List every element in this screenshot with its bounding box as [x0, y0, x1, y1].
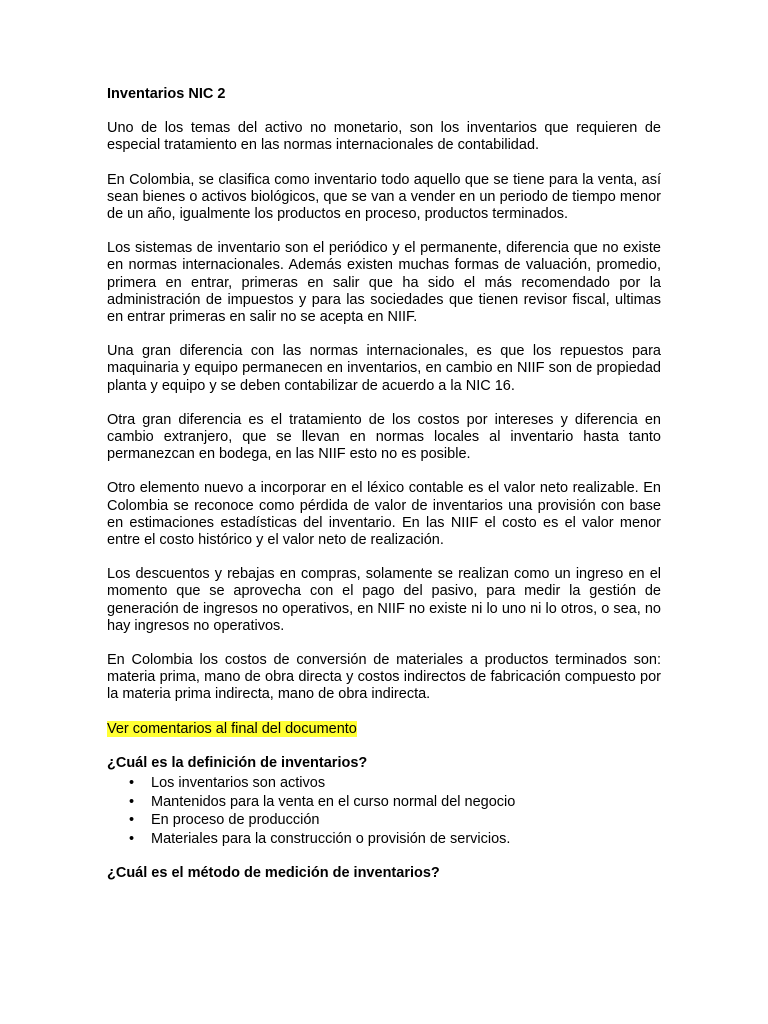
- paragraph-8: En Colombia los costos de conversión de materiales a productos terminados son: materia prima, mano de obra directa y costos indirectos de fabricación compuesto por la materia prima indirecta, mano de obra indirecta.: [107, 652, 661, 703]
- paragraph-2: En Colombia, se clasifica como inventario todo aquello que se tiene para la venta, así sean bienes o activos biológicos, que se van a vender en un periodo de tiempo menor de un año, igualmente los productos en proceso, productos terminados.: [107, 171, 661, 223]
- paragraph-4: Una gran diferencia con las normas internacionales, es que los repuestos para maquinaria y equipo permanecen en inventarios, en cambio en NIIF son de propiedad planta y equipo y se deben contabilizar de acuerdo a la NIC 16.: [107, 343, 661, 394]
- list-item-text: En proceso de producción: [151, 812, 320, 829]
- list-item: [107, 774, 661, 793]
- question-measurement-method: ¿Cuál es el método de medición de inventarios?: [107, 865, 440, 882]
- document-title: Inventarios NIC 2: [107, 86, 226, 102]
- list-item: [107, 793, 661, 812]
- list-item: [107, 830, 661, 849]
- bullet-icon: •: [129, 793, 135, 810]
- list-item: [107, 811, 661, 830]
- bullet-icon: •: [129, 812, 135, 829]
- list-item-text: Los inventarios son activos: [151, 775, 326, 792]
- paragraph-1: Uno de los temas del activo no monetario, son los inventarios que requieren de especial tratamiento en las normas internacionales de contabilidad.: [107, 120, 661, 154]
- list-item-text: Mantenidos para la venta en el curso normal del negocio: [151, 793, 516, 810]
- definition-bullet-list: [107, 774, 661, 848]
- paragraph-6: Otro elemento nuevo a incorporar en el léxico contable es el valor neto realizable. En Colombia se reconoce como pérdida de valor de inventarios una provisión con base en estimaciones estadísticas del inventario. En las NIIF el costo es el valor menor entre el costo histórico y el valor neto de realización.: [107, 480, 661, 549]
- question-definition: ¿Cuál es la definición de inventarios?: [107, 754, 368, 771]
- paragraph-3: Los sistemas de inventario son el periódico y el permanente, diferencia que no existe en normas internacionales. Además existen muchas formas de valuación, promedio, primera en entrar, primeras en salir que ha sido el más recomendado por la administración de impuestos y para las sociedades que tienen revisor fiscal, ultimas en entrar primeras en salir no se acepta en NIIF.: [107, 240, 661, 326]
- list-item-text: Materiales para la construcción o provisión de servicios.: [151, 830, 511, 847]
- paragraph-5: Otra gran diferencia es el tratamiento de los costos por intereses y diferencia en cambio extranjero, que se llevan en normas locales al inventario hasta tanto permanezcan en bodega, en las NIIF esto no es posible.: [107, 411, 661, 463]
- bullet-icon: •: [129, 775, 135, 792]
- document-body: [107, 86, 661, 882]
- highlighted-note-line: [107, 721, 661, 738]
- bullet-icon: •: [129, 830, 135, 847]
- paragraph-7: Los descuentos y rebajas en compras, solamente se realizan como un ingreso en el momento que se aprovecha con el pago del pasivo, para medir la gestión de generación de ingresos no operativos, en NIIF no existe ni lo uno ni lo otros, o sea, no hay ingresos no operativos.: [107, 566, 661, 634]
- highlighted-note: Ver comentarios al final del documento: [107, 720, 357, 737]
